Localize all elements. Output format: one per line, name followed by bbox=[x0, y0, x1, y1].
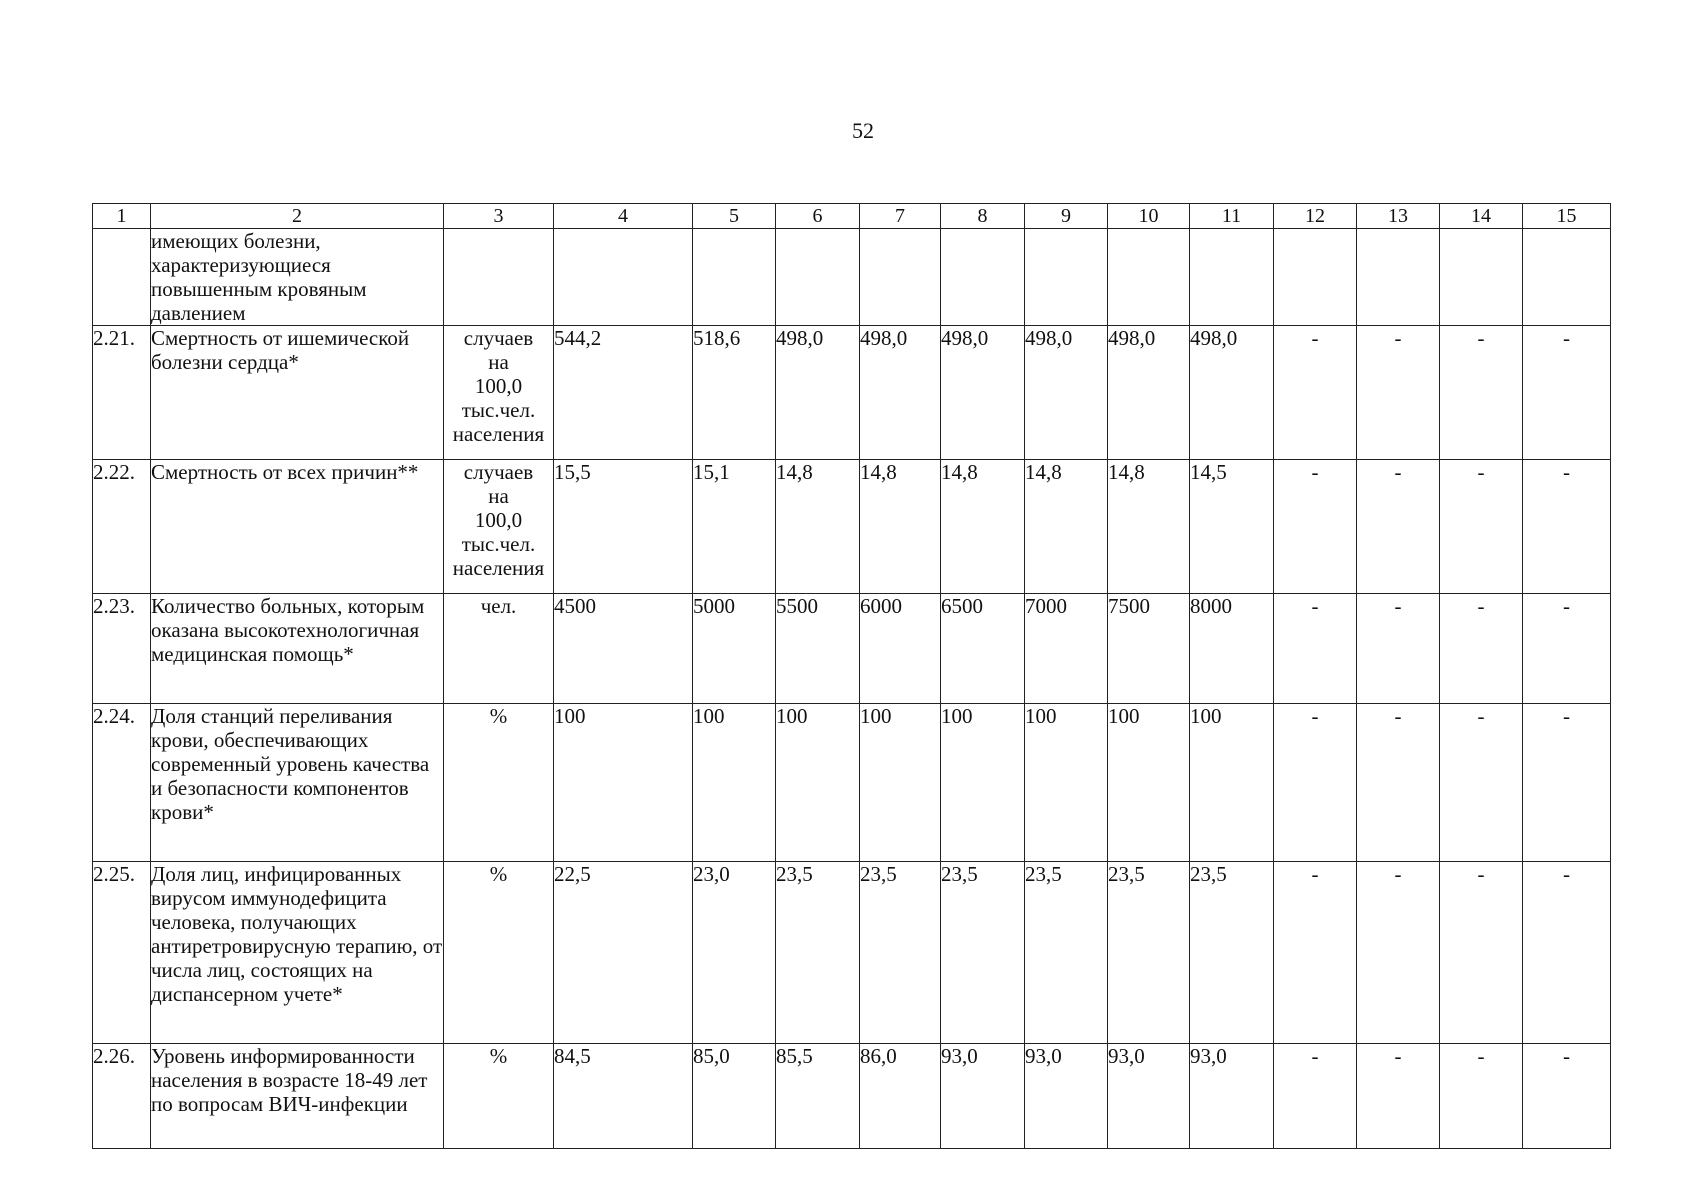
value-cell: 85,5 bbox=[776, 1044, 860, 1149]
column-number-cell: 11 bbox=[1190, 204, 1274, 229]
value-cell: 498,0 bbox=[776, 326, 860, 460]
value-cell: 4500 bbox=[554, 594, 693, 704]
value-cell bbox=[1440, 229, 1523, 326]
column-number-cell: 4 bbox=[554, 204, 693, 229]
column-number-cell: 5 bbox=[693, 204, 776, 229]
row-number-cell: 2.24. bbox=[93, 704, 151, 862]
table-row-continuation bbox=[93, 229, 1611, 326]
unit-cell bbox=[444, 460, 554, 594]
indicator-name-cell: Смертность от ишемической болезни сердца* bbox=[151, 326, 444, 460]
value-cell: - bbox=[1440, 326, 1523, 460]
value-cell bbox=[941, 229, 1025, 326]
value-cell bbox=[554, 229, 693, 326]
value-cell: 86,0 bbox=[860, 1044, 941, 1149]
value-cell bbox=[776, 229, 860, 326]
value-cell bbox=[1108, 229, 1190, 326]
value-cell: 5500 bbox=[776, 594, 860, 704]
value-cell: 100 bbox=[776, 704, 860, 862]
value-cell: 93,0 bbox=[1108, 1044, 1190, 1149]
value-cell: - bbox=[1440, 594, 1523, 704]
unit-text: тыс.чел. bbox=[461, 532, 536, 556]
value-cell: 8000 bbox=[1190, 594, 1274, 704]
row-number-cell: 2.23. bbox=[93, 594, 151, 704]
value-cell: - bbox=[1357, 704, 1440, 862]
value-cell: 14,8 bbox=[860, 460, 941, 594]
value-cell: - bbox=[1274, 1044, 1357, 1149]
value-cell: 23,5 bbox=[1190, 862, 1274, 1044]
column-number-cell: 8 bbox=[941, 204, 1025, 229]
unit-cell bbox=[444, 326, 554, 460]
value-cell bbox=[1357, 229, 1440, 326]
value-cell: 14,8 bbox=[1108, 460, 1190, 594]
value-cell: 498,0 bbox=[1025, 326, 1108, 460]
value-cell: - bbox=[1274, 704, 1357, 862]
value-cell: 93,0 bbox=[941, 1044, 1025, 1149]
column-number-cell: 3 bbox=[444, 204, 554, 229]
value-cell: 84,5 bbox=[554, 1044, 693, 1149]
unit-text: населения bbox=[452, 556, 545, 580]
column-number-cell: 14 bbox=[1440, 204, 1523, 229]
value-cell: 7000 bbox=[1025, 594, 1108, 704]
unit-text: случаев bbox=[463, 460, 534, 484]
indicator-name-cell: Доля лиц, инфицированных вирусом иммунодефицита человека, получающих антиретровирусную терапию, от числа лиц, состоящих на диспансерном учете* bbox=[151, 862, 444, 1044]
value-cell: 14,8 bbox=[941, 460, 1025, 594]
value-cell: 498,0 bbox=[1190, 326, 1274, 460]
unit-cell bbox=[444, 1044, 554, 1149]
value-cell: 7500 bbox=[1108, 594, 1190, 704]
value-cell: 518,6 bbox=[693, 326, 776, 460]
value-cell: - bbox=[1440, 862, 1523, 1044]
unit-text: на bbox=[488, 484, 509, 508]
row-number-cell: 2.26. bbox=[93, 1044, 151, 1149]
value-cell: 14,8 bbox=[1025, 460, 1108, 594]
table-row bbox=[93, 594, 1611, 704]
value-cell: - bbox=[1274, 862, 1357, 1044]
unit-text: на bbox=[488, 350, 509, 374]
unit-cell bbox=[444, 862, 554, 1044]
value-cell: 14,8 bbox=[776, 460, 860, 594]
unit-cell bbox=[444, 594, 554, 704]
indicator-name-cell: Уровень информированности населения в возрасте 18-49 лет по вопросам ВИЧ-инфекции bbox=[151, 1044, 444, 1149]
value-cell bbox=[1523, 229, 1611, 326]
value-cell: 23,5 bbox=[1108, 862, 1190, 1044]
column-number-cell: 1 bbox=[93, 204, 151, 229]
row-number-cell: 2.22. bbox=[93, 460, 151, 594]
column-number-cell: 7 bbox=[860, 204, 941, 229]
value-cell: 6000 bbox=[860, 594, 941, 704]
table-row bbox=[93, 326, 1611, 460]
value-cell: 6500 bbox=[941, 594, 1025, 704]
value-cell: 100 bbox=[941, 704, 1025, 862]
value-cell: 498,0 bbox=[1108, 326, 1190, 460]
value-cell: 15,1 bbox=[693, 460, 776, 594]
value-cell: 5000 bbox=[693, 594, 776, 704]
value-cell: - bbox=[1523, 460, 1611, 594]
table-row bbox=[93, 862, 1611, 1044]
table-row bbox=[93, 704, 1611, 862]
value-cell: 23,5 bbox=[941, 862, 1025, 1044]
unit-text: населения bbox=[452, 422, 545, 446]
column-number-cell: 15 bbox=[1523, 204, 1611, 229]
unit-text: тыс.чел. bbox=[461, 398, 536, 422]
value-cell: - bbox=[1440, 704, 1523, 862]
value-cell bbox=[1190, 229, 1274, 326]
value-cell: - bbox=[1523, 594, 1611, 704]
value-cell bbox=[693, 229, 776, 326]
num-cell bbox=[93, 229, 151, 326]
column-number-cell: 13 bbox=[1357, 204, 1440, 229]
column-number-cell: 10 bbox=[1108, 204, 1190, 229]
value-cell: - bbox=[1357, 594, 1440, 704]
unit-text: чел. bbox=[480, 594, 517, 618]
value-cell: - bbox=[1523, 862, 1611, 1044]
value-cell: 14,5 bbox=[1190, 460, 1274, 594]
indicator-name-cell: Количество больных, которым оказана высокотехнологичная медицинская помощь* bbox=[151, 594, 444, 704]
value-cell: 85,0 bbox=[693, 1044, 776, 1149]
value-cell: 93,0 bbox=[1190, 1044, 1274, 1149]
value-cell bbox=[860, 229, 941, 326]
column-number-cell: 6 bbox=[776, 204, 860, 229]
page-number: 52 bbox=[852, 118, 874, 143]
unit-text: % bbox=[489, 862, 508, 886]
unit-text: 100,0 bbox=[474, 508, 523, 532]
value-cell: 498,0 bbox=[860, 326, 941, 460]
value-cell: 15,5 bbox=[554, 460, 693, 594]
value-cell: 544,2 bbox=[554, 326, 693, 460]
unit-text: % bbox=[489, 704, 508, 728]
value-cell: 23,5 bbox=[776, 862, 860, 1044]
value-cell: 23,5 bbox=[860, 862, 941, 1044]
value-cell: - bbox=[1440, 1044, 1523, 1149]
value-cell: 23,5 bbox=[1025, 862, 1108, 1044]
unit-text: случаев bbox=[463, 326, 534, 350]
value-cell: - bbox=[1274, 460, 1357, 594]
value-cell: 100 bbox=[1108, 704, 1190, 862]
value-cell: 100 bbox=[1190, 704, 1274, 862]
column-number-cell: 2 bbox=[151, 204, 444, 229]
table-row bbox=[93, 460, 1611, 594]
value-cell: 100 bbox=[554, 704, 693, 862]
value-cell: 22,5 bbox=[554, 862, 693, 1044]
value-cell: 93,0 bbox=[1025, 1044, 1108, 1149]
unit-text: % bbox=[489, 1044, 508, 1068]
indicators-table bbox=[92, 203, 1611, 1149]
column-number-cell: 12 bbox=[1274, 204, 1357, 229]
value-cell: - bbox=[1274, 594, 1357, 704]
unit-text: 100,0 bbox=[474, 374, 523, 398]
column-number-row bbox=[93, 204, 1611, 229]
value-cell: - bbox=[1357, 326, 1440, 460]
value-cell: - bbox=[1274, 326, 1357, 460]
value-cell: - bbox=[1357, 1044, 1440, 1149]
value-cell: 498,0 bbox=[941, 326, 1025, 460]
value-cell: - bbox=[1440, 460, 1523, 594]
value-cell: 100 bbox=[1025, 704, 1108, 862]
unit-cell bbox=[444, 229, 554, 326]
value-cell bbox=[1025, 229, 1108, 326]
table-row bbox=[93, 1044, 1611, 1149]
value-cell: - bbox=[1523, 326, 1611, 460]
unit-cell bbox=[444, 704, 554, 862]
value-cell bbox=[1274, 229, 1357, 326]
indicator-name-cell: Доля станций переливания крови, обеспечивающих современный уровень качества и безопасности компонентов крови* bbox=[151, 704, 444, 862]
value-cell: 100 bbox=[860, 704, 941, 862]
row-number-cell: 2.25. bbox=[93, 862, 151, 1044]
indicator-name-cell: Смертность от всех причин** bbox=[151, 460, 444, 594]
row-number-cell: 2.21. bbox=[93, 326, 151, 460]
value-cell: 100 bbox=[693, 704, 776, 862]
indicator-name-cell: имеющих болезни, характеризующиеся повышенным кровяным давлением bbox=[151, 229, 444, 326]
value-cell: - bbox=[1523, 1044, 1611, 1149]
value-cell: - bbox=[1357, 460, 1440, 594]
value-cell: - bbox=[1357, 862, 1440, 1044]
value-cell: 23,0 bbox=[693, 862, 776, 1044]
column-number-cell: 9 bbox=[1025, 204, 1108, 229]
value-cell: - bbox=[1523, 704, 1611, 862]
